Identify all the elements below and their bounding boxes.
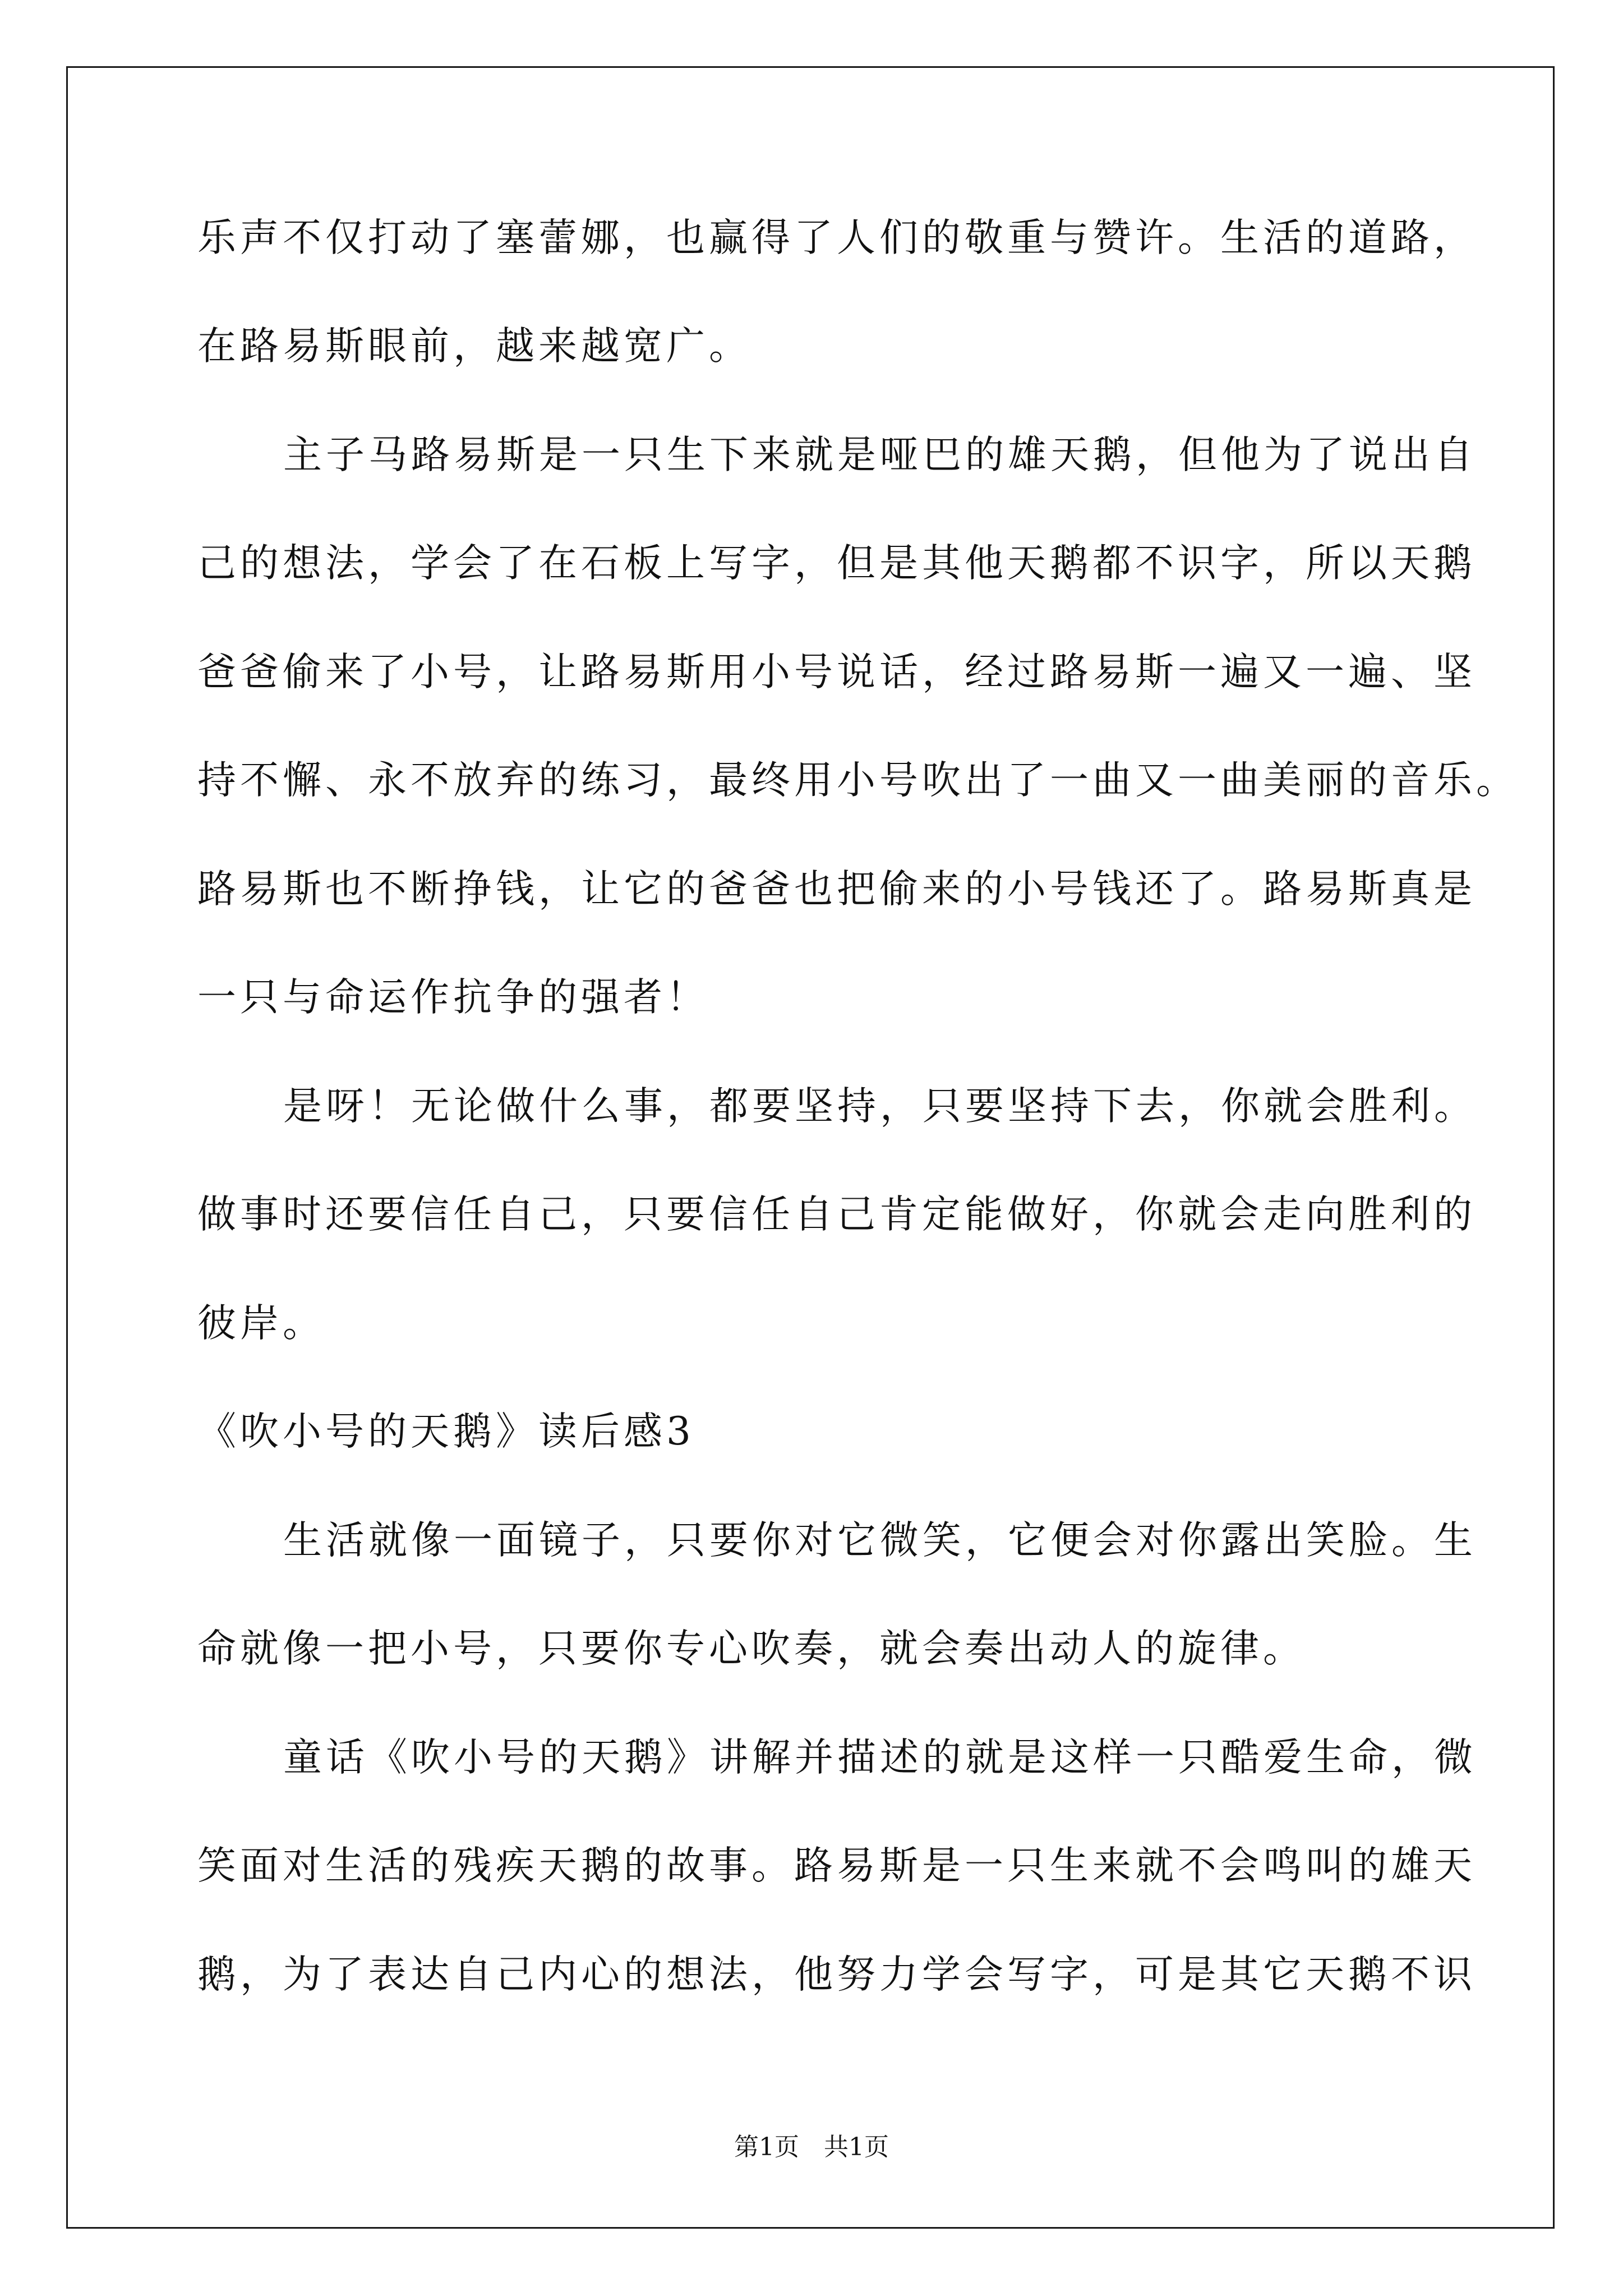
body-line: 己的想法，学会了在石板上写字，但是其他天鹅都不识字，所以天鹅 — [197, 541, 1476, 586]
paragraph-start-line: 童话《吹小号的天鹅》讲解并描述的就是这样一只酷爱生命，微 — [283, 1735, 1477, 1780]
body-line: 彼岸。 — [197, 1301, 325, 1346]
page-footer — [0, 2131, 1623, 2164]
body-line: 一只与命运作抗争的强者！ — [197, 975, 709, 1020]
page-total: 共1页 — [824, 2133, 889, 2161]
body-line: 做事时还要信任自己，只要信任自己肯定能做好，你就会走向胜利的 — [197, 1192, 1476, 1237]
paragraph-start-line: 是呀！无论做什么事，都要坚持，只要坚持下去，你就会胜利。 — [283, 1084, 1477, 1129]
body-line: 路易斯也不断挣钱，让它的爸爸也把偷来的小号钱还了。路易斯真是 — [197, 867, 1476, 912]
page-border — [66, 66, 1555, 2229]
paragraph-start-line: 主子马路易斯是一只生下来就是哑巴的雄天鹅，但他为了说出自 — [283, 432, 1477, 477]
body-line: 乐声不仅打动了塞蕾娜，也赢得了人们的敬重与赞许。生活的道路， — [197, 215, 1476, 260]
body-line: 笑面对生活的残疾天鹅的故事。路易斯是一只生来就不会鸣叫的雄天 — [197, 1843, 1476, 1888]
paragraph-start-line: 生活就像一面镜子，只要你对它微笑，它便会对你露出笑脸。生 — [283, 1518, 1477, 1563]
body-line: 持不懈、永不放弃的练习，最终用小号吹出了一曲又一曲美丽的音乐。 — [197, 758, 1519, 803]
body-line: 在路易斯眼前，越来越宽广。 — [197, 324, 751, 369]
page-number: 第1页 — [734, 2133, 799, 2161]
body-line: 命就像一把小号，只要你专心吹奏，就会奏出动人的旋律。 — [197, 1626, 1306, 1671]
body-line: 鹅，为了表达自己内心的想法，他努力学会写字，可是其它天鹅不识 — [197, 1952, 1476, 1997]
body-line: 爸爸偷来了小号，让路易斯用小号说话，经过路易斯一遍又一遍、坚 — [197, 650, 1476, 694]
section-heading: 《吹小号的天鹅》读后感3 — [197, 1409, 695, 1454]
